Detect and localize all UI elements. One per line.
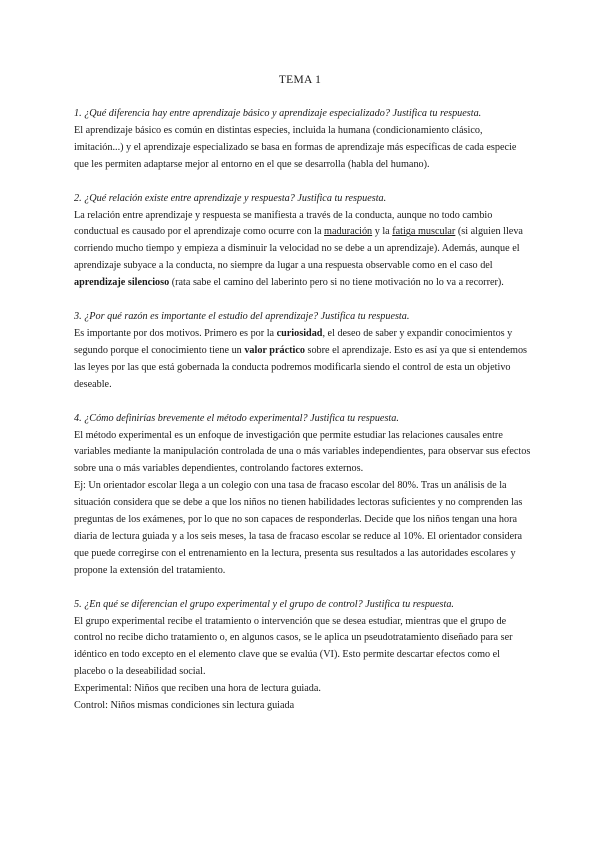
answer-run: , el deseo de saber y expandir conocimientos y segundo porque el conocimiento tiene un [74,327,513,356]
section-4 [74,411,532,580]
answer-text [74,614,532,682]
document-body [74,106,532,732]
answer-extra-paragraph: Experimental: Niños que reciben una hora de lectura guiada. [74,683,321,695]
underlined-term: fatiga muscular [392,226,456,238]
bold-term: curiosidad [276,327,323,339]
question-text: 4. ¿Cómo definirías brevemente el método experimental? Justifica tu respuesta. [74,412,399,424]
question-text: 3. ¿Por qué razón es importante el estudio del aprendizaje? Justifica tu respuesta. [74,311,410,323]
bold-term: aprendizaje silencioso [74,277,170,289]
page-title: TEMA 1 [278,74,322,86]
answer-extra-paragraph: Ej: Un orientador escolar llega a un colegio con una tasa de fracaso escolar del 80%. Tras un análisis de la situación considera que se debe a que los niños no tienen habilidades lectoras suficientes y no comprenden las preguntas de los exámenes, por lo que no son capaces de responderlas. Decide que los niños tengan una hora diaria de lectura guiada y a los seis meses, la tasa de fracaso escolar se reduce al 10%. El orientador considera que puede corregirse con el entrenamiento en la lectura, presenta sus resultados a las autoridades escolares y propone la extensión del tratamiento. [74,480,523,576]
section-5 [74,597,532,715]
answer-text [74,326,532,394]
answer-extra-paragraph: Control: Niños mismas condiciones sin lectura guiada [74,700,295,712]
answer-run: Es importante por dos motivos. Primero es por la [74,327,277,339]
question-text: 5. ¿En qué se diferencian el grupo experimental y el grupo de control? Justifica tu respuesta. [74,598,454,610]
answer-run: (si alguien lleva corriendo mucho tiempo y empieza a disminuir la velocidad no se debe a un aprendizaje). Además, aunque el aprendizaje subyace a la conducta, no siempre da lugar a una respuesta observable como en el caso del [74,226,523,272]
question-text: 2. ¿Qué relación existe entre aprendizaje y respuesta? Justifica tu respuesta. [74,192,387,204]
question-text: 1. ¿Qué diferencia hay entre aprendizaje básico y aprendizaje especializado? Justifica tu respuesta. [74,108,482,119]
answer-run: y la [372,226,393,238]
section-2 [74,191,532,292]
answer-text [74,208,532,293]
answer-text [74,123,532,174]
answer-run: La relación entre aprendizaje y respuesta se manifiesta a través de la conducta, aunque no todo cambio conductual es causado por el aprendizaje como ocurre con la [74,209,493,238]
bold-term: valor práctico [244,344,305,356]
answer-run: El método experimental es un enfoque de investigación que permite estudiar las relaciones causales entre variables mediante la manipulación controlada de una o más variables independientes, para observar sus efectos sobre una o más variables dependientes, controlando factores externos. [74,429,531,475]
answer-run: El aprendizaje básico es común en distintas especies, incluida la humana (condicionamiento clásico, imitación...) y el aprendizaje especializado se basa en formas de aprendizaje más específicas de cada especie que les permiten adaptarse mejor al entorno en el que se desarrolla (habla del humano). [74,124,517,170]
answer-run: El grupo experimental recibe el tratamiento o intervención que se desea estudiar, mientras que el grupo de control no recibe dicho tratamiento o, en algunos casos, se le aplica un pseudotratamiento diseñado para ser idéntico en todo excepto en el elemento clave que se evalúa (VI). Esto permite descartar efectos como el placebo o la deseabilidad social. [74,615,513,678]
answer-run: sobre el aprendizaje. Esto es así ya que si entendemos las leyes por las que está gobernada la conducta podremos modificarla siendo el control de esta un objetivo deseable. [74,344,528,390]
answer-text [74,428,532,479]
section-3 [74,309,532,394]
section-1 [74,106,532,174]
answer-run: (rata sabe el camino del laberinto pero si no tiene motivación no lo va a recorrer). [169,277,504,289]
underlined-term: maduración [324,226,373,238]
